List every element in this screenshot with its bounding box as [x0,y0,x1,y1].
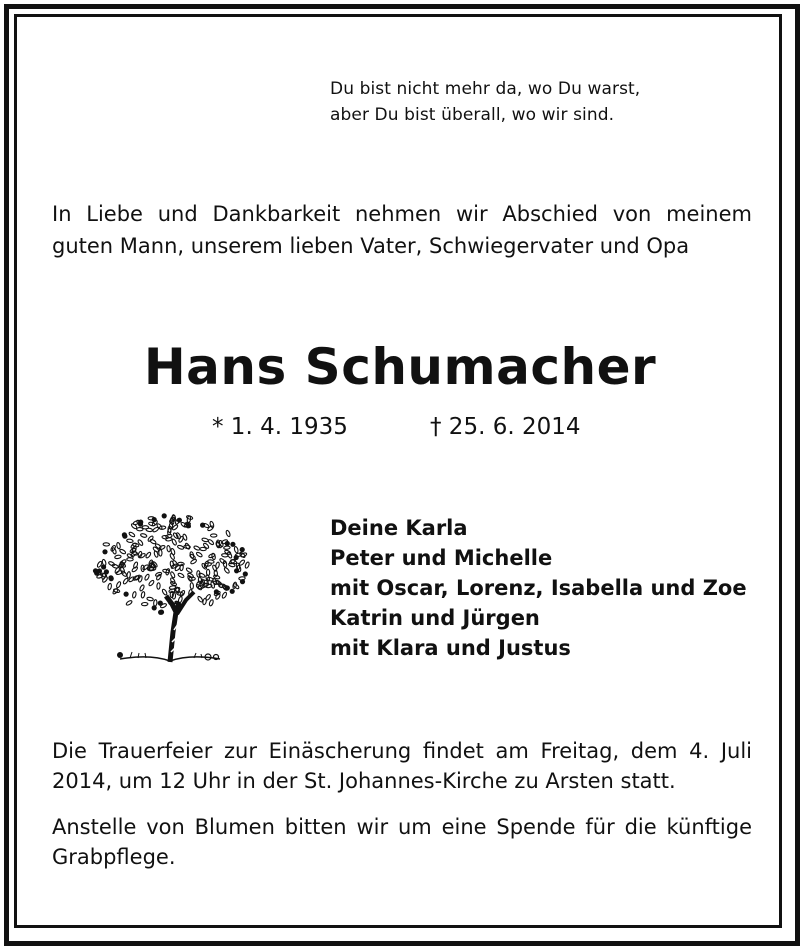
family-line: Peter und Michelle [330,546,553,570]
birth-date: * 1. 4. 1935 [212,414,348,440]
donation-line-1: Anstelle von Blumen bitten wir um eine Spende für die künftige [52,815,752,839]
family-signatures [330,513,770,663]
family-line: Deine Karla [330,516,468,540]
service-line-2: 2014, um 12 Uhr in der St. Johannes-Kirche zu Arsten statt. [52,769,676,793]
intro-line-1: In Liebe und Dankbarkeit nehmen wir Abschied von meinem [52,202,752,226]
motto-quote [330,76,690,128]
tree-icon [90,512,260,667]
intro-line-2: guten Mann, unserem lieben Vater, Schwiegervater und Opa [52,234,690,258]
death-date: † 25. 6. 2014 [430,414,581,440]
family-line: Katrin und Jürgen [330,606,540,630]
intro-text [52,198,752,262]
donation-line-2: Grabpflege. [52,845,176,869]
service-line-1: Die Trauerfeier zur Einäscherung findet am Freitag, dem 4. Juli [52,739,752,763]
service-notice [52,736,752,796]
motto-line-2: aber Du bist überall, wo wir sind. [330,105,615,125]
motto-line-1: Du bist nicht mehr da, wo Du warst, [330,79,641,99]
donation-notice [52,812,752,872]
family-line: mit Oscar, Lorenz, Isabella und Zoe [330,576,747,600]
deceased-name: Hans Schumacher [143,338,657,396]
family-line: mit Klara und Justus [330,636,571,660]
